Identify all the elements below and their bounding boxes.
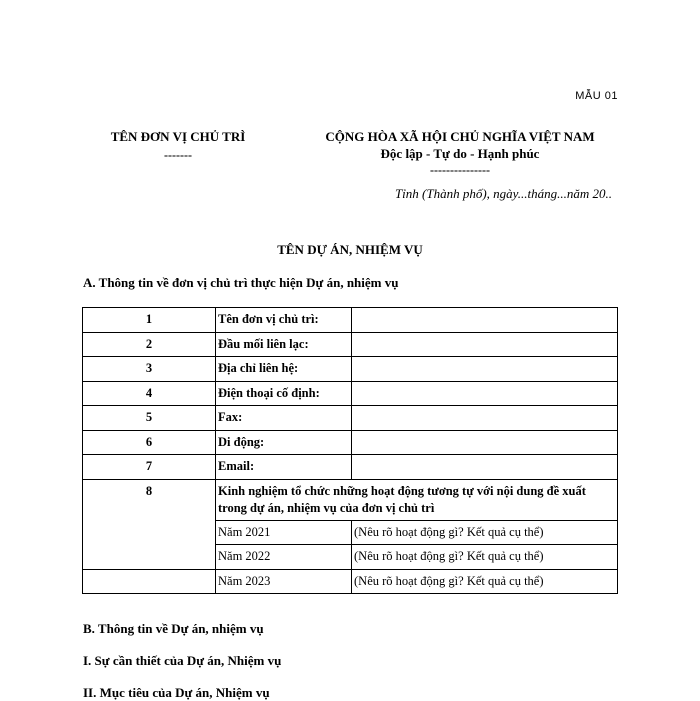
row-label: Di động: bbox=[216, 430, 352, 455]
row-value[interactable] bbox=[352, 357, 618, 382]
row-value[interactable] bbox=[352, 381, 618, 406]
row-number: 1 bbox=[83, 308, 216, 333]
row-label: Địa chỉ liên hệ: bbox=[216, 357, 352, 382]
section-b-heading: B. Thông tin về Dự án, nhiệm vụ bbox=[83, 621, 264, 636]
motto: Độc lập - Tự do - Hạnh phúc bbox=[380, 146, 540, 161]
table-row bbox=[83, 569, 618, 594]
row-value[interactable] bbox=[352, 430, 618, 455]
nation-heading: CỘNG HÒA XÃ HỘI CHỦ NGHĨA VIỆT NAM bbox=[325, 129, 595, 144]
table-row bbox=[83, 520, 618, 545]
table-row bbox=[83, 455, 618, 480]
place-date: Tỉnh (Thành phố), ngày...tháng...năm 20.. bbox=[394, 186, 612, 201]
unit-divider: ------- bbox=[164, 148, 192, 162]
row-label: Đầu mối liên lạc: bbox=[216, 332, 352, 357]
section-a-heading: A. Thông tin về đơn vị chủ trì thực hiện Dự án, nhiệm vụ bbox=[83, 275, 399, 290]
table-row bbox=[83, 332, 618, 357]
row-number: 7 bbox=[83, 455, 216, 480]
section-b-2-heading: II. Mục tiêu của Dự án, Nhiệm vụ bbox=[83, 685, 270, 700]
row-label: Tên đơn vị chủ trì: bbox=[216, 308, 352, 333]
table-row bbox=[83, 357, 618, 382]
year-description[interactable]: (Nêu rõ hoạt động gì? Kết quả cụ thể) bbox=[352, 520, 618, 545]
form-code: MẪU 01 bbox=[575, 90, 618, 102]
table-row bbox=[83, 406, 618, 431]
year-description[interactable]: (Nêu rõ hoạt động gì? Kết quả cụ thể) bbox=[352, 569, 618, 594]
row-label: Fax: bbox=[216, 406, 352, 431]
row-number bbox=[83, 545, 216, 570]
row-value[interactable] bbox=[352, 406, 618, 431]
motto-divider: --------------- bbox=[430, 163, 490, 177]
unit-name: TÊN ĐƠN VỊ CHỦ TRÌ bbox=[110, 129, 246, 144]
row-number bbox=[83, 520, 216, 545]
row-number: 3 bbox=[83, 357, 216, 382]
year-label: Năm 2022 bbox=[216, 545, 352, 570]
row-number: 6 bbox=[83, 430, 216, 455]
row-label: Email: bbox=[216, 455, 352, 480]
table-row bbox=[83, 381, 618, 406]
year-label: Năm 2023 bbox=[216, 569, 352, 594]
year-label: Năm 2021 bbox=[216, 520, 352, 545]
row-number: 8 bbox=[83, 479, 216, 520]
info-table bbox=[82, 307, 618, 594]
experience-heading: Kinh nghiệm tổ chức những hoạt động tương tự với nội dung đề xuất trong dự án, nhiệm vụ của đơn vị chủ trì bbox=[216, 479, 618, 520]
row-value[interactable] bbox=[352, 308, 618, 333]
row-value[interactable] bbox=[352, 332, 618, 357]
document-title: TÊN DỰ ÁN, NHIỆM VỤ bbox=[277, 242, 423, 257]
table-row bbox=[83, 308, 618, 333]
row-value[interactable] bbox=[352, 455, 618, 480]
table-row bbox=[83, 545, 618, 570]
row-label: Điện thoại cố định: bbox=[216, 381, 352, 406]
year-description[interactable]: (Nêu rõ hoạt động gì? Kết quả cụ thể) bbox=[352, 545, 618, 570]
section-b-1-heading: I. Sự cần thiết của Dự án, Nhiệm vụ bbox=[83, 653, 282, 668]
row-number bbox=[83, 569, 216, 594]
table-row bbox=[83, 479, 618, 520]
row-number: 5 bbox=[83, 406, 216, 431]
row-number: 4 bbox=[83, 381, 216, 406]
table-row bbox=[83, 430, 618, 455]
row-number: 2 bbox=[83, 332, 216, 357]
